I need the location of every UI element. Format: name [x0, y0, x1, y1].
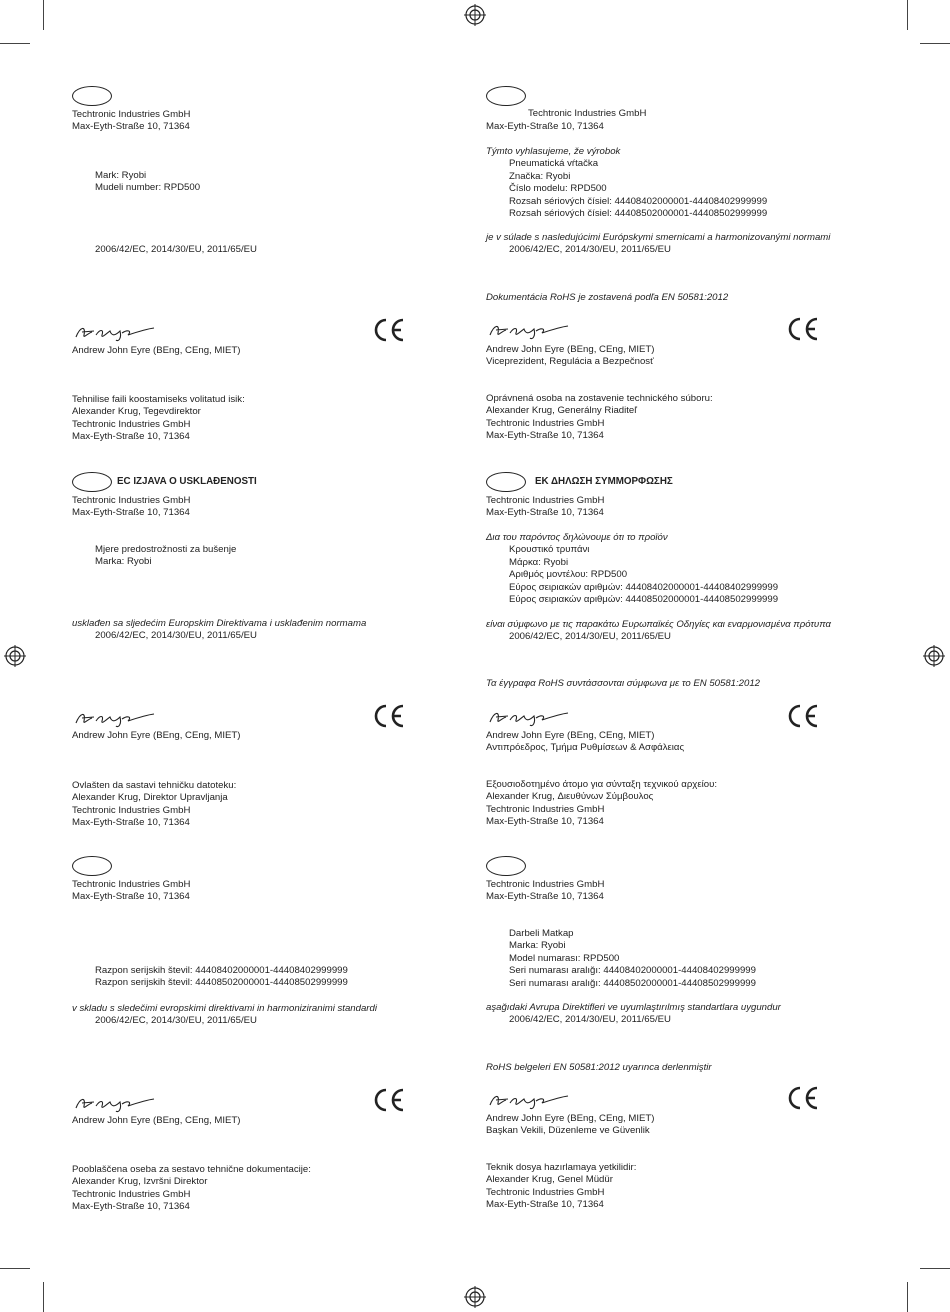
- tech-file-line: Teknik dosya hazırlamaya yetkilidir:: [486, 1162, 637, 1173]
- product-line: Mudeli number: RPD500: [95, 182, 201, 194]
- product-block: [486, 146, 767, 220]
- product-line: Razpon serijskih števil: 44408402000001-44408402999999: [95, 965, 348, 976]
- directives: 2006/42/EC, 2014/30/EU, 2011/65/EU: [509, 631, 671, 643]
- declaration-heading: EC IZJAVA O USKLAĐENOSTI: [117, 476, 257, 487]
- product-line: Razpon serijskih števil: 44408502000001-44408502999999: [95, 977, 348, 989]
- signatory-name: Andrew John Eyre (BEng, CEng, MIET): [72, 730, 241, 741]
- tech-file-line: Max-Eyth-Straße 10, 71364: [72, 431, 190, 443]
- company-address: Max-Eyth-Straße 10, 71364: [72, 507, 190, 519]
- company-address: Max-Eyth-Straße 10, 71364: [72, 121, 190, 133]
- signatory-role: Αντιπρόεδρος, Τμήμα Ρυθμίσεων & Ασφάλειας: [486, 742, 685, 754]
- product-line: Κρουστικό τρυπάνι: [509, 544, 590, 556]
- product-line: Marka: Ryobi: [95, 556, 152, 568]
- product-block: [509, 928, 756, 990]
- product-line: Seri numarası aralığı: 44408502000001-44408502999999: [509, 977, 756, 989]
- declaration-intro: Δια του παρόντος δηλώνουμε ότι το προϊόν: [486, 532, 668, 543]
- conformity-block: [486, 1002, 781, 1027]
- tech-file-line: Alexander Krug, Διευθύνων Σύμβουλος: [486, 791, 654, 803]
- signatory-name: Andrew John Eyre (BEng, CEng, MIET): [72, 345, 241, 356]
- product-block: [95, 170, 200, 195]
- ce-mark-icon: [372, 317, 406, 343]
- product-line: Mjere predostrožnosti za bušenje: [95, 544, 237, 555]
- product-line: Rozsah sériových čísiel: 44408402000001-44408402999999: [509, 195, 768, 207]
- registration-mark-icon: [464, 4, 486, 26]
- tech-file-line: Pooblaščena oseba za sestavo tehnične dokumentacije:: [72, 1164, 311, 1175]
- rohs-statement: Τα έγγραφα RoHS συντάσσονται σύμφωνα με το EN 50581:2012: [486, 678, 761, 689]
- product-line: Mark: Ryobi: [95, 170, 147, 181]
- company-address: Max-Eyth-Straße 10, 71364: [486, 507, 604, 519]
- crop-mark: [907, 0, 908, 30]
- product-line: Model numarası: RPD500: [509, 952, 620, 964]
- product-line: Číslo modelu: RPD500: [509, 183, 607, 195]
- company-name: Techtronic Industries GmbH: [528, 108, 647, 119]
- signature-image: [74, 1094, 156, 1114]
- language-code-oval: [72, 856, 112, 876]
- tech-file-line: Max-Eyth-Straße 10, 71364: [72, 817, 190, 829]
- company-name: Techtronic Industries GmbH: [486, 879, 605, 890]
- tech-file-line: Alexander Krug, Tegevdirektor: [72, 406, 201, 418]
- crop-mark: [907, 1282, 908, 1312]
- crop-mark: [0, 1268, 30, 1269]
- tech-file-line: Techtronic Industries GmbH: [72, 804, 191, 816]
- company-address: Max-Eyth-Straße 10, 71364: [486, 891, 604, 903]
- technical-file-block: [72, 780, 236, 830]
- tech-file-line: Alexander Krug, Generálny Riaditeľ: [486, 405, 638, 417]
- technical-file-block: [72, 394, 245, 444]
- crop-mark: [43, 1282, 44, 1312]
- signatory-block: [486, 344, 655, 369]
- directives: 2006/42/EC, 2014/30/EU, 2011/65/EU: [95, 244, 257, 255]
- conformity-statement: aşağıdaki Avrupa Direktifleri ve uyumlaştırılmış standartlara uygundur: [486, 1002, 781, 1013]
- declaration-heading: ΕΚ ΔΗΛΩΣΗ ΣΥΜΜΟΡΦΩΣΗΣ: [535, 476, 673, 487]
- technical-file-block: [486, 393, 713, 443]
- signatory-name: Andrew John Eyre (BEng, CEng, MIET): [486, 344, 655, 355]
- company-address: Max-Eyth-Straße 10, 71364: [72, 891, 190, 903]
- tech-file-line: Oprávnená osoba na zostavenie technického súboru:: [486, 393, 713, 404]
- conformity-statement: je v súlade s nasledujúcimi Európskymi smernicami a harmonizovanými normami: [486, 232, 831, 243]
- manufacturer-block: [72, 879, 190, 904]
- directives: 2006/42/EC, 2014/30/EU, 2011/65/EU: [509, 1014, 671, 1026]
- tech-file-line: Techtronic Industries GmbH: [486, 1186, 605, 1198]
- signature-image: [488, 1091, 570, 1111]
- ce-mark-icon: [786, 1085, 820, 1111]
- directives: 2006/42/EC, 2014/30/EU, 2011/65/EU: [509, 244, 671, 256]
- product-line: Marka: Ryobi: [509, 940, 566, 952]
- technical-file-block: [72, 1164, 311, 1214]
- product-block: [95, 965, 348, 990]
- registration-mark-icon: [4, 645, 26, 667]
- tech-file-line: Techtronic Industries GmbH: [72, 418, 191, 430]
- tech-file-line: Max-Eyth-Straße 10, 71364: [72, 1201, 190, 1213]
- technical-file-block: [486, 779, 717, 829]
- tech-file-line: Ovlašten da sastavi tehničku datoteku:: [72, 780, 237, 791]
- language-code-oval: [72, 472, 112, 492]
- directives: 2006/42/EC, 2014/30/EU, 2011/65/EU: [95, 630, 257, 642]
- tech-file-line: Alexander Krug, Genel Müdür: [486, 1174, 613, 1186]
- ce-mark-icon: [786, 316, 820, 342]
- tech-file-line: Techtronic Industries GmbH: [486, 803, 605, 815]
- crop-mark: [0, 43, 30, 44]
- tech-file-line: Max-Eyth-Straße 10, 71364: [486, 816, 604, 828]
- product-line: Αριθμός μοντέλου: RPD500: [509, 569, 628, 581]
- language-code-oval: [486, 472, 526, 492]
- product-block: [486, 532, 778, 606]
- ce-mark-icon: [372, 1087, 406, 1113]
- signature-image: [488, 321, 570, 341]
- product-line: Darbeli Matkap: [509, 928, 574, 939]
- tech-file-line: Tehnilise faili koostamiseks volitatud isik:: [72, 394, 245, 405]
- signatory-block: [486, 1113, 655, 1138]
- crop-mark: [920, 1268, 950, 1269]
- product-line: Značka: Ryobi: [509, 170, 571, 182]
- language-code-oval: [486, 86, 526, 106]
- signature-image: [488, 708, 570, 728]
- manufacturer-block: [486, 495, 604, 520]
- rohs-statement: Dokumentácia RoHS je zostavená podľa EN 50581:2012: [486, 292, 729, 303]
- language-code-oval: [72, 86, 112, 106]
- registration-mark-icon: [464, 1286, 486, 1308]
- signatory-name: Andrew John Eyre (BEng, CEng, MIET): [486, 1113, 655, 1124]
- ce-mark-icon: [786, 703, 820, 729]
- product-line: Seri numarası aralığı: 44408402000001-44408402999999: [509, 965, 756, 977]
- manufacturer-block: [72, 495, 190, 520]
- product-line: Μάρκα: Ryobi: [509, 556, 569, 568]
- product-line: Pneumatická vŕtačka: [509, 158, 599, 170]
- product-line: Εύρος σειριακών αριθμών: 44408402000001-44408402999999: [509, 581, 779, 593]
- ce-mark-icon: [372, 703, 406, 729]
- declaration-intro: Týmto vyhlasujeme, že výrobok: [486, 146, 621, 157]
- tech-file-line: Alexander Krug, Direktor Upravljanja: [72, 792, 228, 804]
- directives: 2006/42/EC, 2014/30/EU, 2011/65/EU: [95, 1015, 257, 1027]
- company-address: Max-Eyth-Straße 10, 71364: [486, 121, 604, 132]
- company-name: Techtronic Industries GmbH: [72, 879, 191, 890]
- tech-file-line: Max-Eyth-Straße 10, 71364: [486, 1199, 604, 1211]
- tech-file-line: Alexander Krug, Izvršni Direktor: [72, 1176, 208, 1188]
- language-code-oval: [486, 856, 526, 876]
- company-name: Techtronic Industries GmbH: [72, 109, 191, 120]
- product-line: Rozsah sériových čísiel: 44408502000001-44408502999999: [509, 208, 768, 220]
- signatory-role: Başkan Vekili, Düzenleme ve Güvenlik: [486, 1125, 650, 1137]
- registration-mark-icon: [923, 645, 945, 667]
- product-block: [95, 544, 236, 569]
- company-name: Techtronic Industries GmbH: [486, 495, 605, 506]
- crop-mark: [43, 0, 44, 30]
- tech-file-line: Max-Eyth-Straße 10, 71364: [486, 430, 604, 442]
- signature-image: [74, 709, 156, 729]
- conformity-statement: v skladu s sledečimi evropskimi direktivami in harmoniziranimi standardi: [72, 1003, 377, 1014]
- conformity-block: [486, 232, 830, 257]
- conformity-block: [72, 1003, 377, 1028]
- rohs-statement: RoHS belgeleri EN 50581:2012 uyarınca derlenmiştir: [486, 1062, 712, 1073]
- signatory-name: Andrew John Eyre (BEng, CEng, MIET): [72, 1115, 241, 1126]
- conformity-statement: usklađen sa sljedećim Europskim Direktivama i usklađenim normama: [72, 618, 367, 629]
- company-name: Techtronic Industries GmbH: [72, 495, 191, 506]
- technical-file-block: [486, 1162, 636, 1212]
- tech-file-line: Techtronic Industries GmbH: [486, 417, 605, 429]
- tech-file-line: Techtronic Industries GmbH: [72, 1188, 191, 1200]
- signature-image: [74, 323, 156, 343]
- crop-mark: [920, 43, 950, 44]
- manufacturer-block: [72, 109, 190, 134]
- signatory-name: Andrew John Eyre (BEng, CEng, MIET): [486, 730, 655, 741]
- signatory-block: [486, 730, 684, 755]
- signatory-role: Viceprezident, Regulácia a Bezpečnosť: [486, 356, 654, 368]
- product-line: Εύρος σειριακών αριθμών: 44408502000001-44408502999999: [509, 594, 779, 606]
- conformity-block: [72, 618, 366, 643]
- conformity-block: [486, 619, 831, 644]
- tech-file-line: Εξουσιοδοτημένο άτομο για σύνταξη τεχνικού αρχείου:: [486, 779, 717, 790]
- conformity-statement: είναι σύμφωνο με τις παρακάτω Ευρωπαϊκές Οδηγίες και εναρμονισμένα πρότυπα: [486, 619, 831, 630]
- manufacturer-block: [486, 879, 604, 904]
